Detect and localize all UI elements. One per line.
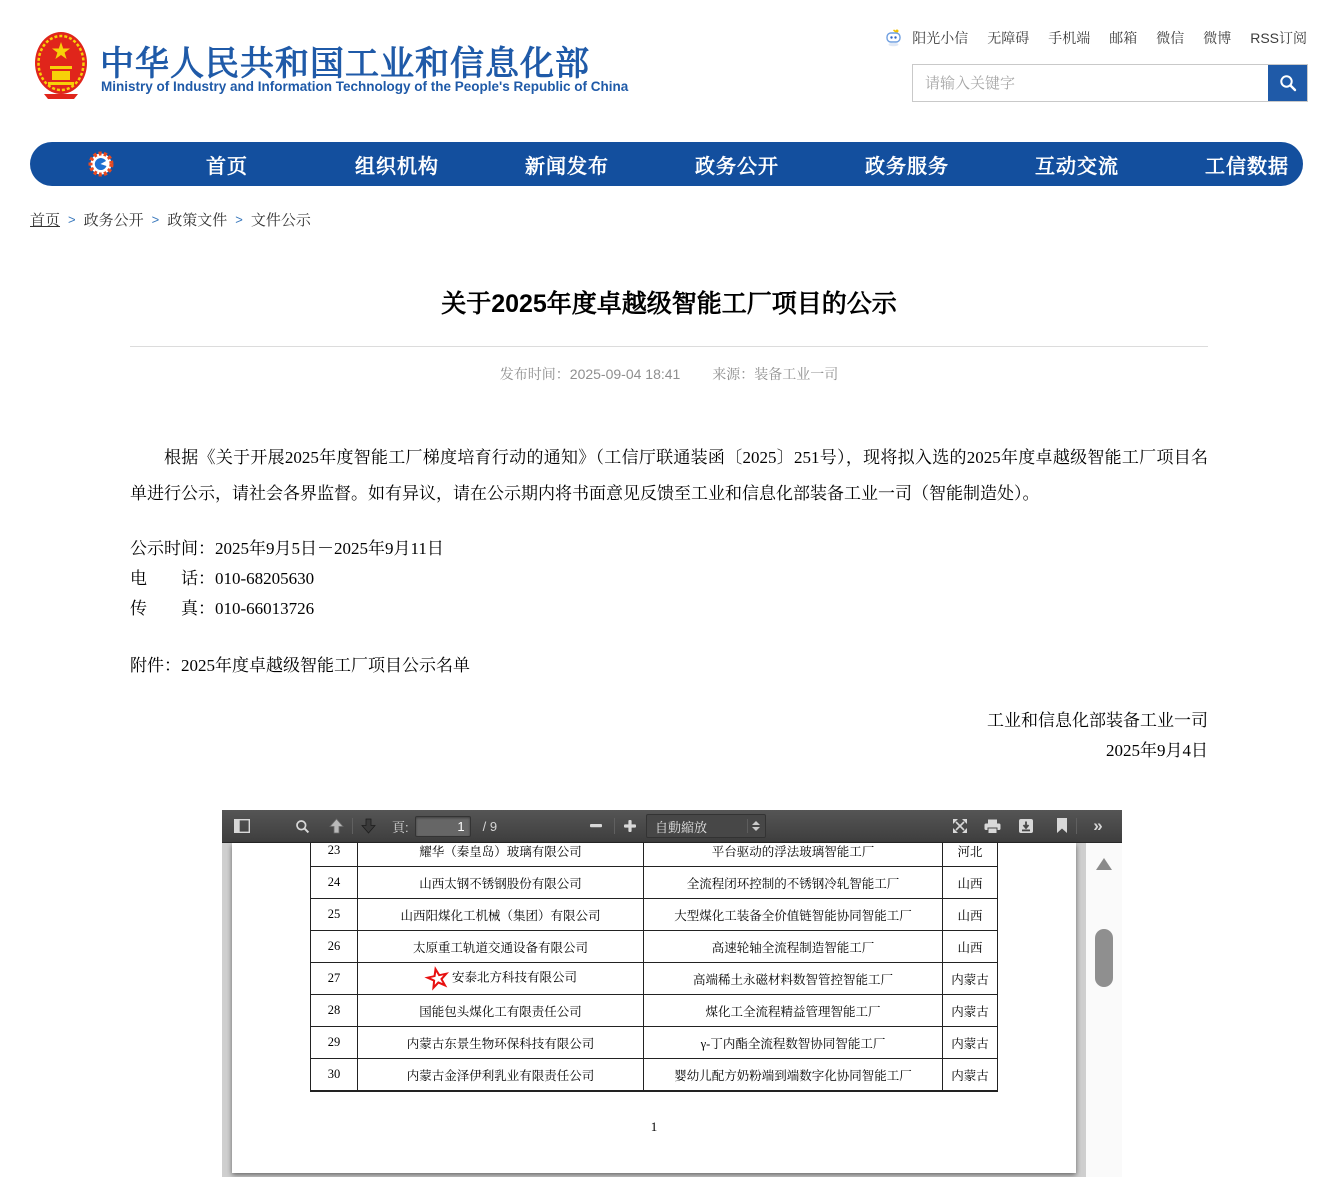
print-icon (984, 819, 1001, 834)
quick-link-4[interactable]: 微信 (1156, 30, 1185, 46)
article (130, 284, 1208, 766)
cell-company: 内蒙古金泽伊利乳业有限责任公司 (358, 1059, 644, 1092)
toolbar-divider (1076, 818, 1077, 834)
quick-links (885, 28, 1307, 48)
cell-province: 内蒙古 (943, 1059, 998, 1092)
national-emblem-logo (34, 30, 88, 100)
cell-project: γ-丁内酯全流程数智协同智能工厂 (644, 1027, 943, 1059)
fullscreen-icon (952, 818, 968, 834)
toolbar-divider (352, 818, 353, 834)
page-down-icon (361, 818, 376, 834)
cell-province: 山西 (943, 867, 998, 899)
search-icon (1278, 73, 1298, 93)
attachment-line (130, 651, 1208, 676)
download-icon (1018, 818, 1034, 834)
pdf-page-number: 1 (650, 1119, 658, 1134)
zoom-out-icon (590, 824, 602, 828)
table-row (311, 995, 998, 1027)
table-row (311, 1027, 998, 1059)
nav-item-0[interactable]: 首页 (206, 155, 248, 178)
cell-no: 27 (311, 963, 358, 995)
cell-no: 23 (311, 843, 358, 867)
cell-province: 山西 (943, 899, 998, 931)
phone-line: 电 话：010-68205630 (130, 569, 315, 588)
pdf-content-area (222, 843, 1122, 1177)
cell-company: 山西太钢不锈钢股份有限公司 (358, 867, 644, 899)
select-divider (747, 819, 748, 833)
nav-item-5[interactable]: 互动交流 (1035, 155, 1119, 178)
search-input[interactable] (913, 65, 1268, 101)
quick-link-0[interactable]: 阳光小信 (912, 30, 969, 46)
select-arrows-icon (752, 821, 760, 831)
attachment-label: 附件： (130, 656, 181, 675)
signer-name: 工业和信息化部装备工业一司 (987, 711, 1208, 730)
article-paragraph: 根据《关于开展2025年度智能工厂梯度培育行动的通知》（工信厅联通装函〔2025〕251号），现将拟入选的2025年度卓越级智能工厂项目名单进行公示，请社会各界监督。如有异议，请在公示期内将书面意见反馈至工业和信息化部装备工业一司（智能制造处）。 (130, 448, 1208, 503)
miit-gear-icon (88, 151, 114, 177)
contact-block (130, 534, 1208, 624)
sidebar-toggle-button[interactable] (230, 813, 254, 839)
quick-link-3[interactable]: 邮箱 (1109, 30, 1138, 46)
zoom-in-button[interactable] (618, 813, 642, 839)
cell-company: 山西阳煤化工机械（集团）有限公司 (358, 899, 644, 931)
signature-block (130, 706, 1208, 766)
sign-date: 2025年9月4日 (1106, 741, 1208, 760)
cell-no: 26 (311, 931, 358, 963)
attachment-link[interactable]: 2025年度卓越级智能工厂项目公示名单 (181, 656, 470, 675)
article-meta (130, 364, 1208, 384)
page-number-input[interactable] (415, 816, 471, 837)
table-row (311, 931, 998, 963)
cell-project: 婴幼儿配方奶粉端到端数字化协同智能工厂 (644, 1059, 943, 1092)
search-button[interactable] (1268, 65, 1307, 101)
red-star-marker-icon (421, 963, 453, 995)
notice-period: 公示时间：2025年9月5日－2025年9月11日 (130, 539, 444, 558)
breadcrumb-item-0[interactable]: 首页 (30, 212, 61, 229)
table-row (311, 963, 998, 995)
pdf-viewer (222, 810, 1122, 1177)
robot-icon (885, 29, 902, 47)
breadcrumb (30, 209, 311, 230)
cell-project: 全流程闭环控制的不锈钢冷轧智能工厂 (644, 867, 943, 899)
article-source: 来源：装备工业一司 (712, 366, 839, 382)
cell-company: 安泰北方科技有限公司 (358, 963, 644, 995)
scrollbar-thumb[interactable] (1095, 929, 1113, 987)
main-nav (30, 142, 1303, 186)
find-icon (295, 819, 310, 834)
cell-province: 山西 (943, 931, 998, 963)
breadcrumb-item-3[interactable]: 文件公示 (250, 212, 311, 229)
cell-province: 内蒙古 (943, 963, 998, 995)
pdf-page (232, 843, 1076, 1173)
nav-item-2[interactable]: 新闻发布 (525, 155, 609, 178)
cell-province: 内蒙古 (943, 995, 998, 1027)
site-subtitle: Ministry of Industry and Information Technology of the People's Republic of China (101, 79, 629, 94)
cell-project: 平台驱动的浮法玻璃智能工厂 (644, 843, 943, 867)
pdf-toolbar (222, 810, 1122, 843)
nav-item-4[interactable]: 政务服务 (865, 155, 949, 178)
page-title: 关于2025年度卓越级智能工厂项目的公示 (441, 290, 897, 318)
breadcrumb-separator: > (235, 212, 243, 227)
fax-line: 传 真：010-66013726 (130, 599, 315, 618)
quick-link-6[interactable]: RSS订阅 (1250, 30, 1307, 46)
cell-no: 29 (311, 1027, 358, 1059)
site-title: 中华人民共和国工业和信息化部 (100, 45, 590, 83)
nav-item-1[interactable]: 组织机构 (355, 155, 439, 178)
scroll-up-button[interactable] (1096, 858, 1112, 870)
breadcrumb-separator: > (151, 212, 160, 227)
zoom-mode-value: 自動縮放 (655, 819, 708, 835)
quick-link-5[interactable]: 微博 (1203, 30, 1232, 46)
table-row (311, 843, 998, 867)
cell-no: 25 (311, 899, 358, 931)
table-row (311, 1059, 998, 1092)
cell-project: 高速轮轴全流程制造智能工厂 (644, 931, 943, 963)
print-button[interactable] (980, 813, 1004, 839)
breadcrumb-item-2[interactable]: 政策文件 (167, 212, 228, 229)
cell-no: 24 (311, 867, 358, 899)
nav-items (142, 150, 1332, 179)
search-bar (912, 64, 1308, 102)
cell-company: 内蒙古东景生物环保科技有限公司 (358, 1027, 644, 1059)
nav-item-3[interactable]: 政务公开 (695, 155, 779, 178)
bookmark-button[interactable] (1050, 813, 1074, 839)
page-total: / 9 (482, 818, 498, 834)
cell-project: 煤化工全流程精益管理智能工厂 (644, 995, 943, 1027)
title-divider (130, 346, 1208, 347)
cell-project: 大型煤化工装备全价值链智能协同智能工厂 (644, 899, 943, 931)
nav-item-6[interactable]: 工信数据 (1205, 155, 1289, 178)
find-button[interactable] (290, 813, 314, 839)
presentation-mode-button[interactable] (948, 813, 972, 839)
cell-company: 太原重工轨道交通设备有限公司 (358, 931, 644, 963)
zoom-in-icon (624, 820, 636, 832)
cell-no: 28 (311, 995, 358, 1027)
breadcrumb-item-1[interactable]: 政务公开 (83, 212, 144, 229)
zoom-mode-select[interactable] (646, 814, 766, 838)
quick-link-1[interactable]: 无障碍 (987, 30, 1030, 46)
smart-factory-table (310, 843, 998, 1092)
cell-province: 内蒙古 (943, 1027, 998, 1059)
page-label: 頁: (392, 819, 409, 835)
publish-time: 发布时间：2025-09-04 18:41 (499, 366, 681, 382)
cell-no: 30 (311, 1059, 358, 1092)
toolbar-divider (614, 818, 615, 834)
breadcrumb-separator: > (68, 212, 76, 227)
pdf-scrollbar (1086, 843, 1122, 1177)
cell-company: 国能包头煤化工有限责任公司 (358, 995, 644, 1027)
cell-province: 河北 (943, 843, 998, 867)
sidebar-toggle-icon (234, 819, 250, 833)
cell-company: 耀华（秦皇岛）玻璃有限公司 (358, 843, 644, 867)
site-header (0, 0, 1333, 132)
cell-project: 高端稀土永磁材料数智管控智能工厂 (644, 963, 943, 995)
table-row (311, 867, 998, 899)
page-up-icon (329, 818, 344, 834)
download-button[interactable] (1014, 813, 1038, 839)
zoom-out-button[interactable] (584, 813, 608, 839)
quick-link-2[interactable]: 手机端 (1048, 30, 1091, 46)
toolbar-more-button[interactable]: » (1093, 816, 1103, 835)
page-down-button[interactable] (356, 813, 380, 839)
table-row (311, 899, 998, 931)
page-up-button[interactable] (324, 813, 348, 839)
bookmark-icon (1056, 818, 1068, 834)
article-body (130, 440, 1208, 512)
